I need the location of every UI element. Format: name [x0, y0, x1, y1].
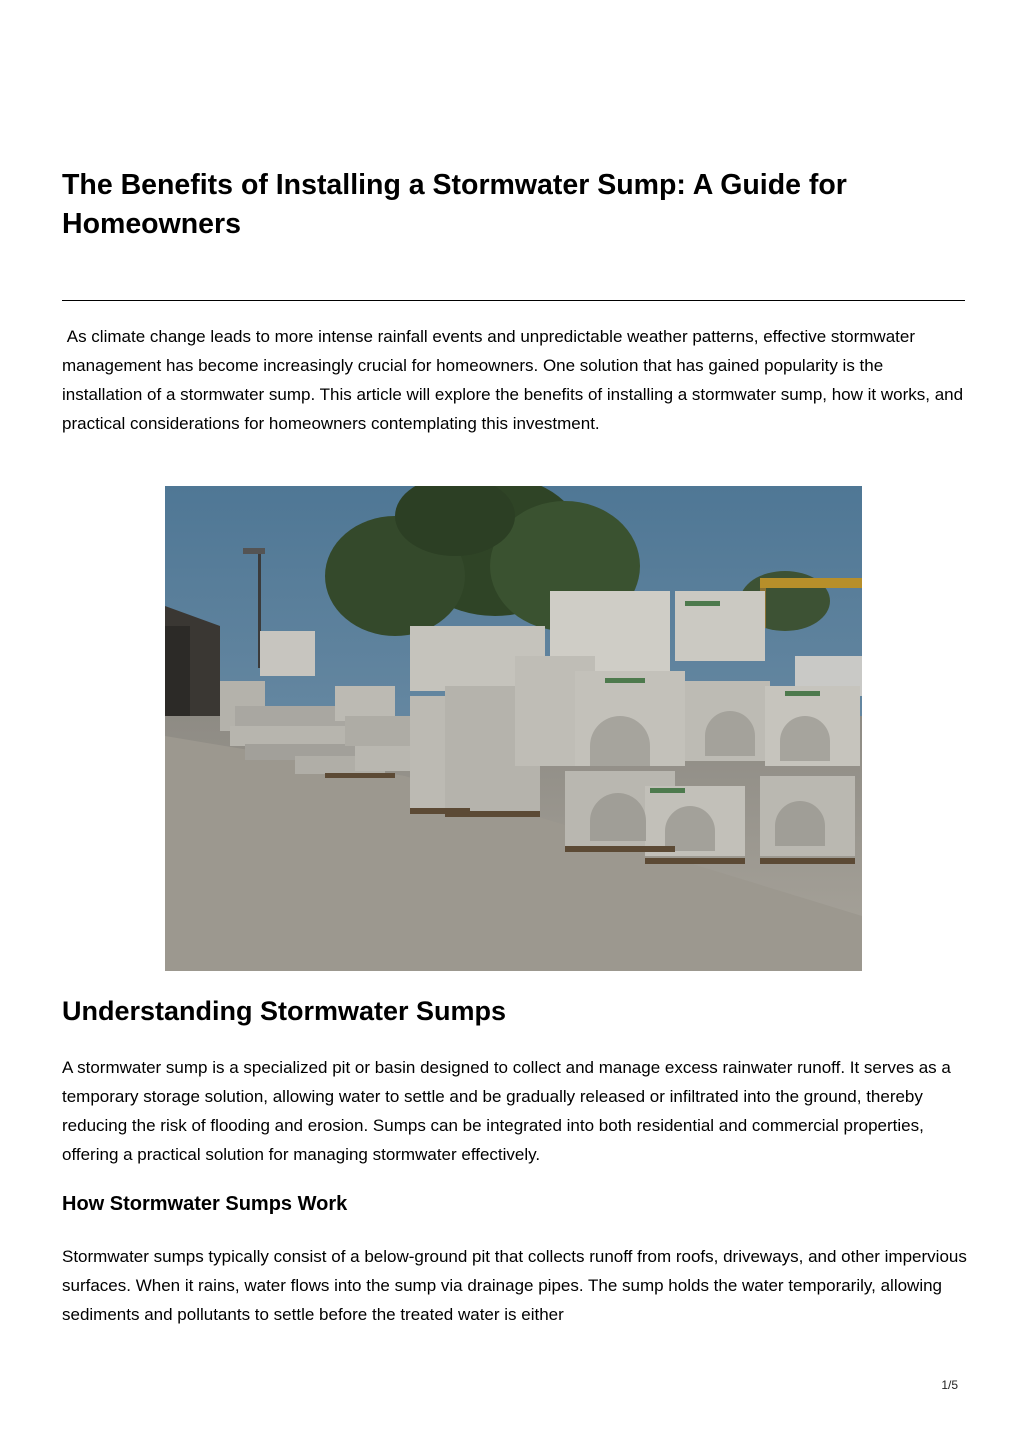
section-heading-understanding: Understanding Stormwater Sumps [62, 996, 507, 1026]
page-number: 1/5 [941, 1378, 958, 1392]
title-divider [62, 300, 965, 301]
section-heading-how-it-works: How Stormwater Sumps Work [62, 1193, 348, 1215]
article-title: The Benefits of Installing a Stormwater Sump: A Guide for Homeowners [62, 169, 847, 240]
stormwater-sump-yard-photo [165, 486, 862, 971]
intro-text: As climate change leads to more intense rainfall events and unpredictable weather patterns, effective stormwater management has become increasingly crucial for homeowners. One solution that has gained popularity is the installation of a stormwater sump. This article will explore the benefits of installing a stormwater sump, how it works, and practical considerations for homeowners contemplating this investment. [62, 327, 964, 433]
section-body-how-it-works: Stormwater sumps typically consist of a below-ground pit that collects runoff from roofs, driveways, and other impervious surfaces. When it rains, water flows into the sump via drainage pipes. The sump holds the water temporarily, allowing sediments and pollutants to settle before the treated water is either [62, 1247, 967, 1324]
intro-paragraph [62, 322, 967, 438]
section-body-understanding: A stormwater sump is a specialized pit or basin designed to collect and manage excess rainwater runoff. It serves as a temporary storage solution, allowing water to settle and be gradually released or infiltrated into the ground, thereby reducing the risk of flooding and erosion. Sumps can be integrated into both residential and commercial properties, offering a practical solution for managing stormwater effectively. [62, 1058, 951, 1164]
